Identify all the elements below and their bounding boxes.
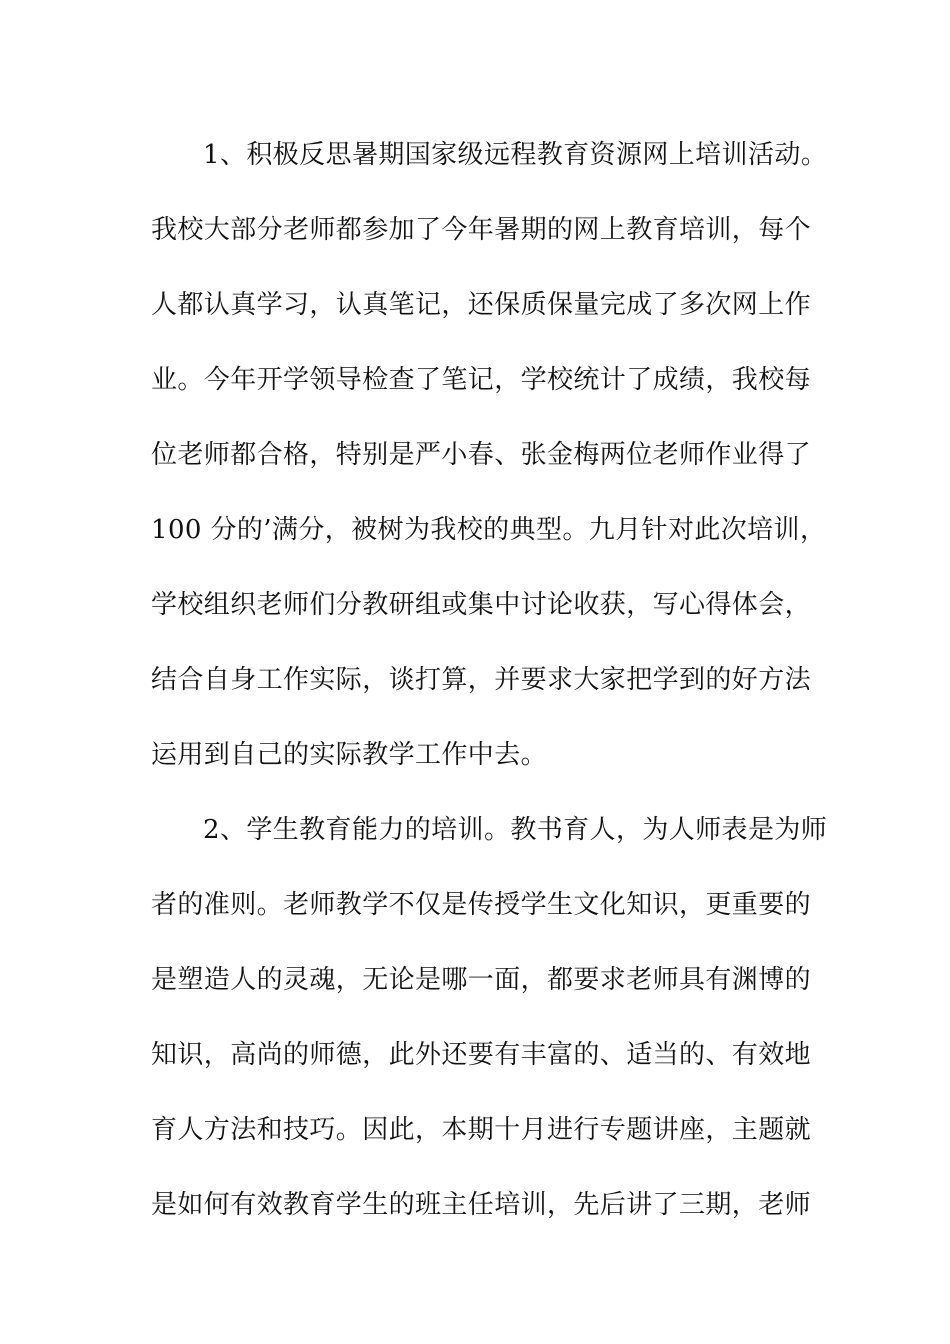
paragraph-1-line-1: 1、积极反思暑期国家级远程教育资源网上培训活动。 bbox=[203, 140, 828, 170]
paragraph-2-line-1: 2、学生教育能力的培训。教书育人，为人师表是为师 bbox=[203, 815, 828, 845]
paragraph-2-line-5: 育人方法和技巧。因此，本期十月进行专题讲座，主题就 bbox=[151, 1115, 812, 1145]
paragraph-1-line-3: 人都认真学习，认真笔记，还保质保量完成了多次网上作 bbox=[151, 290, 812, 320]
paragraph-1-line-5: 位老师都合格，特别是严小春、张金梅两位老师作业得了 bbox=[151, 440, 812, 470]
paragraph-2-line-6: 是如何有效教育学生的班主任培训，先后讲了三期，老师 bbox=[151, 1190, 812, 1220]
paragraph-1-line-8: 结合自身工作实际，谈打算，并要求大家把学到的好方法 bbox=[151, 665, 812, 695]
paragraph-2-line-4: 知识，高尚的师德，此外还要有丰富的、适当的、有效地 bbox=[151, 1040, 812, 1070]
paragraph-1-line-4: 业。今年开学领导检查了笔记，学校统计了成绩，我校每 bbox=[151, 365, 812, 395]
paragraph-2-line-2: 者的准则。老师教学不仅是传授学生文化知识，更重要的 bbox=[151, 890, 812, 920]
paragraph-1-line-2: 我校大部分老师都参加了今年暑期的网上教育培训，每个 bbox=[151, 215, 812, 245]
paragraph-1-line-7: 学校组织老师们分教研组或集中讨论收获，写心得体会， bbox=[151, 590, 812, 620]
paragraph-1-line-9: 运用到自己的实际教学工作中去。 bbox=[151, 740, 548, 770]
paragraph-1-line-6: 100 分的’满分，被树为我校的典型。九月针对此次培训， bbox=[151, 515, 827, 545]
paragraph-2-line-3: 是塑造人的灵魂，无论是哪一面，都要求老师具有渊博的 bbox=[151, 965, 812, 995]
